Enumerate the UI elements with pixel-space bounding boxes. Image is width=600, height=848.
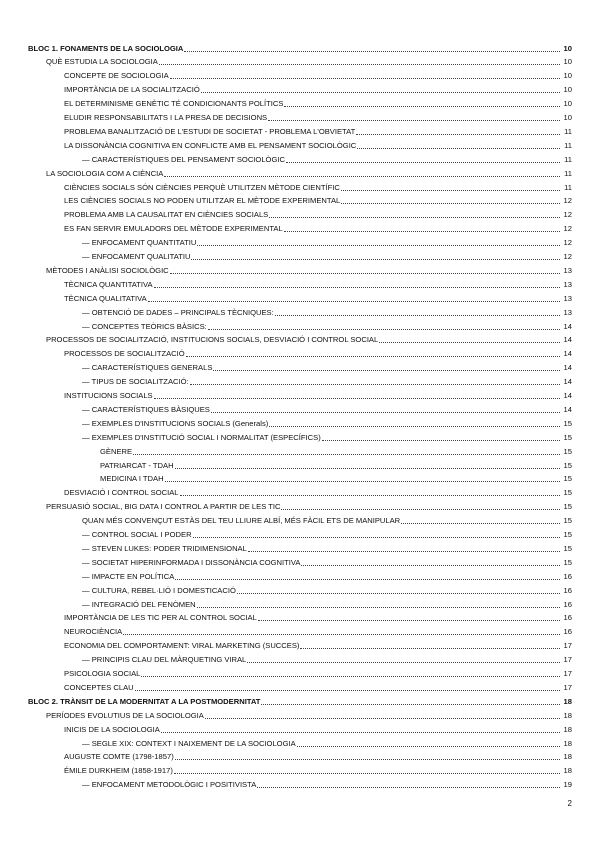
toc-entry-page: 10 bbox=[563, 85, 572, 95]
dot-leader bbox=[356, 134, 560, 135]
toc-entry-title: — ENFOCAMENT METODOLÒGIC I POSITIVISTA bbox=[82, 780, 257, 790]
toc-entry[interactable] bbox=[100, 447, 572, 457]
dot-leader bbox=[123, 634, 560, 635]
toc-entry-page: 17 bbox=[563, 655, 572, 665]
toc-entry-title: MÈTODES I ANÀLISI SOCIOLÒGIC bbox=[46, 265, 169, 275]
toc-entry[interactable] bbox=[64, 183, 572, 193]
dot-leader bbox=[154, 287, 560, 288]
toc-entry[interactable] bbox=[82, 405, 572, 415]
dot-leader bbox=[357, 148, 560, 149]
toc-entry-title: ECONOMIA DEL COMPORTAMENT: VIRAL MARKETING (SUCCES) bbox=[64, 641, 300, 651]
toc-entry-page: 18 bbox=[563, 724, 572, 734]
toc-entry[interactable] bbox=[82, 739, 572, 749]
toc-entry-title: DESVIACIÓ I CONTROL SOCIAL bbox=[64, 488, 179, 498]
dot-leader bbox=[341, 203, 560, 204]
toc-entry-title: — CARACTERÍSTIQUES DEL PENSAMENT SOCIOLÒGIC bbox=[82, 154, 285, 164]
toc-entry-page: 18 bbox=[563, 766, 572, 776]
dot-leader bbox=[170, 273, 560, 274]
toc-entry-page: 11 bbox=[564, 154, 572, 164]
dot-leader bbox=[170, 78, 560, 79]
toc-entry-title: BLOC 1. FONAMENTS DE LA SOCIOLOGIA bbox=[28, 43, 184, 53]
toc-entry-title: QUÈ ESTUDIA LA SOCIOLOGIA bbox=[46, 57, 158, 67]
toc-entry-title: ÉMILE DURKHEIM (1858-1917) bbox=[64, 766, 173, 776]
toc-entry[interactable] bbox=[82, 530, 572, 540]
toc-entry[interactable] bbox=[82, 363, 572, 373]
toc-entry[interactable] bbox=[64, 127, 572, 137]
dot-leader bbox=[197, 607, 560, 608]
toc-entry-page: 10 bbox=[563, 113, 572, 122]
toc-entry-page: 11 bbox=[564, 126, 572, 136]
toc-entry[interactable] bbox=[82, 600, 572, 610]
toc-entry-page: 17 bbox=[563, 641, 572, 651]
toc-entry[interactable] bbox=[28, 44, 572, 54]
dot-leader bbox=[174, 773, 560, 774]
toc-entry-title: ES FAN SERVIR EMULADORS DEL MÈTODE EXPERIMENTAL bbox=[64, 224, 283, 234]
dot-leader bbox=[205, 718, 560, 719]
toc-entry[interactable] bbox=[64, 766, 572, 776]
toc-entry-page: 10 bbox=[563, 99, 572, 109]
toc-entry-title: PERSUASIÓ SOCIAL, BIG DATA I CONTROL A PARTIR DE LES TIC bbox=[46, 502, 281, 512]
dot-leader bbox=[269, 217, 560, 218]
dot-leader bbox=[159, 64, 560, 65]
toc-entry-page: 11 bbox=[564, 168, 572, 178]
dot-leader bbox=[148, 301, 560, 302]
toc-entry-page: 16 bbox=[563, 627, 572, 637]
toc-entry-title: LA DISSONÀNCIA COGNITIVA EN CONFLICTE AMB EL PENSAMENT SOCIOLÒGIC bbox=[64, 140, 357, 150]
toc-entry-title: PROBLEMA BANALITZACIÓ DE L'ESTUDI DE SOCIETAT - PROBLEMA L'OBVIETAT bbox=[64, 126, 356, 136]
toc-entry-page: 14 bbox=[563, 321, 572, 331]
toc-entry-page: 18 bbox=[563, 752, 572, 762]
toc-entry-page: 13 bbox=[563, 265, 572, 275]
toc-entry[interactable] bbox=[82, 544, 572, 554]
toc-entry-page: 10 bbox=[563, 71, 572, 81]
toc-entry-title: PATRIARCAT - TDAH bbox=[100, 460, 174, 470]
dot-leader bbox=[284, 106, 560, 107]
toc-entry-page: 18 bbox=[563, 710, 572, 720]
toc-entry[interactable] bbox=[64, 488, 572, 498]
toc-entry[interactable] bbox=[46, 711, 572, 721]
toc-entry-title: ELUDIR RESPONSABILITATS I LA PRESA DE DECISIONS bbox=[64, 113, 268, 122]
toc-entry-page: 15 bbox=[563, 432, 572, 442]
toc-entry[interactable] bbox=[46, 335, 572, 345]
toc-entry[interactable] bbox=[82, 655, 572, 665]
toc-entry-title: LA SOCIOLOGIA COM A CIÈNCIA bbox=[46, 168, 164, 178]
toc-entry[interactable] bbox=[82, 586, 572, 596]
toc-entry-page: 14 bbox=[563, 335, 572, 345]
toc-entry-title: CIÈNCIES SOCIALS SÓN CIÈNCIES PERQUÈ UTILITZEN MÈTODE CIENTÍFIC bbox=[64, 182, 340, 192]
toc-entry[interactable] bbox=[64, 85, 572, 95]
dot-leader bbox=[213, 370, 560, 371]
toc-entry-title: — TIPUS DE SOCIALITZACIÓ: bbox=[82, 377, 189, 387]
toc-entry-page: 16 bbox=[563, 613, 572, 623]
dot-leader bbox=[248, 551, 560, 552]
toc-entry[interactable] bbox=[64, 669, 572, 679]
toc-entry-page: 11 bbox=[564, 182, 572, 192]
toc-entry-title: — SOCIETAT HIPERINFORMADA I DISSONÀNCIA COGNITIVA bbox=[82, 557, 301, 567]
toc-entry-page: 17 bbox=[563, 682, 572, 692]
toc-entry-title: — ENFOCAMENT QUALITATIU bbox=[82, 252, 191, 261]
dot-leader bbox=[258, 620, 560, 621]
toc-entry-title: — EXEMPLES D'INSTITUCIONS SOCIALS (Generals) bbox=[82, 418, 269, 428]
toc-entry-title: — CONCEPTES TEÒRICS BÀSICS: bbox=[82, 321, 207, 331]
dot-leader bbox=[300, 648, 560, 649]
toc-entry-page: 14 bbox=[563, 377, 572, 387]
dot-leader bbox=[268, 120, 560, 121]
toc-entry[interactable] bbox=[64, 210, 572, 220]
toc-entry-title: — CARACTERÍSTIQUES BÀSIQUES bbox=[82, 404, 210, 414]
toc-entry-page: 14 bbox=[563, 349, 572, 359]
toc-entry-title: — IMPACTE EN POLÍTICA bbox=[82, 571, 175, 581]
toc-entry-page: 18 bbox=[563, 738, 572, 748]
toc-entry[interactable] bbox=[82, 155, 572, 165]
toc-entry-page: 15 bbox=[563, 557, 572, 567]
toc-entry-title: CONCEPTES CLAU bbox=[64, 682, 134, 692]
toc-entry[interactable] bbox=[82, 516, 572, 526]
toc-entry[interactable] bbox=[100, 474, 572, 484]
dot-leader bbox=[261, 704, 560, 705]
toc-entry-page: 12 bbox=[563, 210, 572, 220]
toc-entry[interactable] bbox=[82, 322, 572, 332]
toc-entry-page: 14 bbox=[563, 404, 572, 414]
dot-leader bbox=[281, 509, 560, 510]
toc-entry[interactable] bbox=[64, 99, 572, 109]
dot-leader bbox=[284, 231, 560, 232]
dot-leader bbox=[237, 593, 560, 594]
dot-leader bbox=[135, 690, 560, 691]
toc-entry-page: 15 bbox=[563, 488, 572, 498]
dot-leader bbox=[208, 329, 560, 330]
toc-entry[interactable] bbox=[82, 377, 572, 387]
dot-leader bbox=[193, 537, 560, 538]
toc-entry-title: GÈNERE bbox=[100, 446, 133, 456]
toc-entry-page: 16 bbox=[563, 571, 572, 581]
dot-leader bbox=[269, 426, 560, 427]
dot-leader bbox=[201, 92, 560, 93]
toc-entry[interactable] bbox=[64, 113, 572, 123]
toc-entry-title: INSTITUCIONS SOCIALS bbox=[64, 391, 153, 400]
dot-leader bbox=[197, 245, 560, 246]
toc-entry[interactable] bbox=[82, 252, 572, 262]
toc-entry-page: 13 bbox=[563, 293, 572, 303]
toc-entry-page: 15 bbox=[563, 516, 572, 526]
dot-leader bbox=[184, 51, 560, 52]
toc-entry-title: AUGUSTE COMTE (1798-1857) bbox=[64, 752, 174, 762]
toc-entry[interactable] bbox=[82, 238, 572, 248]
toc-entry-page: 15 bbox=[563, 460, 572, 470]
toc-entry-page: 13 bbox=[563, 307, 572, 317]
toc-entry-title: BLOC 2. TRÀNSIT DE LA MODERNITAT A LA POSTMODERNITAT bbox=[28, 696, 261, 706]
toc-entry-page: 10 bbox=[563, 57, 572, 67]
dot-leader bbox=[164, 176, 560, 177]
dot-leader bbox=[191, 259, 560, 260]
toc-entry-page: 14 bbox=[563, 363, 572, 373]
toc-entry-page: 15 bbox=[563, 543, 572, 553]
toc-entry-title: CONCEPTE DE SOCIOLOGIA bbox=[64, 71, 169, 81]
toc-entry-title: MEDICINA I TDAH bbox=[100, 474, 164, 484]
toc-entry-page: 19 bbox=[563, 780, 572, 790]
dot-leader bbox=[141, 676, 560, 677]
toc-entry-title: — STEVEN LUKES: PODER TRIDIMENSIONAL bbox=[82, 543, 247, 553]
dot-leader bbox=[297, 746, 560, 747]
toc-entry[interactable] bbox=[64, 613, 572, 623]
dot-leader bbox=[275, 315, 560, 316]
toc-entry-page: 12 bbox=[563, 252, 572, 261]
toc-entry-title: IMPORTÀNCIA DE LES TIC PER AL CONTROL SOCIAL bbox=[64, 613, 257, 623]
toc-entry-title: EL DETERMINISME GENÈTIC TÉ CONDICIONANTS POLÍTICS bbox=[64, 99, 284, 109]
dot-leader bbox=[180, 495, 561, 496]
toc-entry-title: — SEGLE XIX: CONTEXT I NAIXEMENT DE LA SOCIOLOGIA bbox=[82, 738, 296, 748]
toc-entry-page: 15 bbox=[563, 502, 572, 512]
dot-leader bbox=[286, 162, 560, 163]
toc-entry[interactable] bbox=[46, 169, 572, 179]
toc-entry[interactable] bbox=[64, 224, 572, 234]
dot-leader bbox=[175, 759, 560, 760]
toc-entry-title: PROCESSOS DE SOCIALITZACIÓ, INSTITUCIONS SOCIALS, DESVIACIÓ I CONTROL SOCIAL bbox=[46, 335, 379, 345]
toc-entry-title: PERÍODES EVOLUTIUS DE LA SOCIOLOGIA bbox=[46, 710, 204, 720]
toc-entry-page: 13 bbox=[563, 279, 572, 289]
toc-entry[interactable] bbox=[64, 294, 572, 304]
toc-entry-title: — ENFOCAMENT QUANTITATIU bbox=[82, 238, 197, 248]
toc-entry[interactable] bbox=[82, 433, 572, 443]
dot-leader bbox=[341, 190, 560, 191]
toc-entry[interactable] bbox=[46, 502, 572, 512]
toc-entry[interactable] bbox=[100, 461, 572, 471]
toc-entry[interactable] bbox=[64, 349, 572, 359]
toc-entry-page: 12 bbox=[563, 238, 572, 248]
toc-entry[interactable] bbox=[64, 683, 572, 693]
toc-entry-title: LES CIÈNCIES SOCIALS NO PODEN UTILITZAR EL MÈTODE EXPERIMENTAL bbox=[64, 196, 341, 206]
toc-entry-page: 14 bbox=[563, 391, 572, 400]
toc-entry-page: 12 bbox=[563, 196, 572, 206]
toc-entry-title: NEUROCIÈNCIA bbox=[64, 627, 123, 637]
dot-leader bbox=[133, 454, 560, 455]
toc-entry[interactable] bbox=[64, 280, 572, 290]
toc-entry-title: IMPORTÀNCIA DE LA SOCIALITZACIÓ bbox=[64, 85, 200, 95]
dot-leader bbox=[175, 579, 560, 580]
toc-entry-title: — CONTROL SOCIAL I PODER bbox=[82, 530, 192, 539]
toc-entry-title: PROCESSOS DE SOCIALITZACIÓ bbox=[64, 349, 185, 359]
dot-leader bbox=[301, 565, 560, 566]
toc-entry[interactable] bbox=[28, 697, 572, 707]
dot-leader bbox=[247, 662, 560, 663]
toc-entry[interactable] bbox=[64, 196, 572, 206]
dot-leader bbox=[165, 481, 560, 482]
toc-entry[interactable] bbox=[64, 391, 572, 401]
dot-leader bbox=[161, 732, 560, 733]
toc-entry[interactable] bbox=[64, 627, 572, 637]
dot-leader bbox=[257, 787, 560, 788]
toc-entry-title: — PRINCIPIS CLAU DEL MÀRQUETING VIRAL bbox=[82, 655, 247, 665]
toc-entry-page: 11 bbox=[564, 140, 572, 150]
dot-leader bbox=[175, 468, 560, 469]
toc-entry-page: 16 bbox=[563, 599, 572, 609]
toc-entry[interactable] bbox=[46, 57, 572, 67]
toc-entry-page: 12 bbox=[563, 224, 572, 234]
toc-entry[interactable] bbox=[82, 308, 572, 318]
toc-entry-page: 15 bbox=[563, 418, 572, 428]
toc-entry-page: 15 bbox=[563, 474, 572, 484]
toc-entry-title: — OBTENCIÓ DE DADES – PRINCIPALS TÈCNIQUES: bbox=[82, 307, 274, 317]
dot-leader bbox=[379, 342, 560, 343]
toc-entry-title: — CARACTERÍSTIQUES GENERALS bbox=[82, 363, 213, 373]
toc-entry[interactable] bbox=[64, 752, 572, 762]
dot-leader bbox=[154, 398, 560, 399]
toc-entry[interactable] bbox=[82, 780, 572, 790]
toc-entry[interactable] bbox=[64, 71, 572, 81]
toc-entry-page: 10 bbox=[563, 43, 572, 53]
toc-entry-title: INICIS DE LA SOCIOLOGIA bbox=[64, 724, 160, 734]
toc-entry[interactable] bbox=[82, 558, 572, 568]
toc-entry-title: QUAN MÉS CONVENÇUT ESTÀS DEL TEU LLIURE ALBÍ, MÉS FÀCIL ETS DE MANIPULAR bbox=[82, 516, 401, 526]
toc-entry-title: TÈCNICA QUALITATIVA bbox=[64, 293, 147, 303]
toc-entry-page: 16 bbox=[563, 585, 572, 595]
toc-entry-title: — EXEMPLES D'INSTITUCIÓ SOCIAL I NORMALITAT (ESPECÍFICS) bbox=[82, 432, 321, 442]
dot-leader bbox=[401, 523, 560, 524]
toc-entry[interactable] bbox=[82, 419, 572, 429]
toc-entry[interactable] bbox=[46, 266, 572, 276]
toc-entry-title: PROBLEMA AMB LA CAUSALITAT EN CIÈNCIES SOCIALS bbox=[64, 210, 269, 220]
toc-entry[interactable] bbox=[64, 141, 572, 151]
toc-entry[interactable] bbox=[82, 572, 572, 582]
toc-entry[interactable] bbox=[64, 725, 572, 735]
toc-entry-title: TÈCNICA QUANTITATIVA bbox=[64, 279, 153, 289]
toc-entry[interactable] bbox=[64, 641, 572, 651]
dot-leader bbox=[186, 356, 560, 357]
toc-entry-page: 18 bbox=[563, 696, 572, 706]
dot-leader bbox=[211, 412, 560, 413]
toc-entry-title: — INTEGRACIÓ DEL FENÒMEN bbox=[82, 599, 196, 609]
dot-leader bbox=[190, 384, 560, 385]
page-number: 2 bbox=[567, 799, 572, 808]
toc-entry-page: 15 bbox=[563, 446, 572, 456]
toc-entry-page: 17 bbox=[563, 669, 572, 678]
toc-entry-title: PSICOLOGIA SOCIAL bbox=[64, 669, 141, 678]
dot-leader bbox=[322, 440, 560, 441]
toc-entry-title: — CULTURA, REBEL·LIÓ I DOMESTICACIÓ bbox=[82, 585, 236, 595]
toc-entry-page: 15 bbox=[563, 530, 572, 539]
